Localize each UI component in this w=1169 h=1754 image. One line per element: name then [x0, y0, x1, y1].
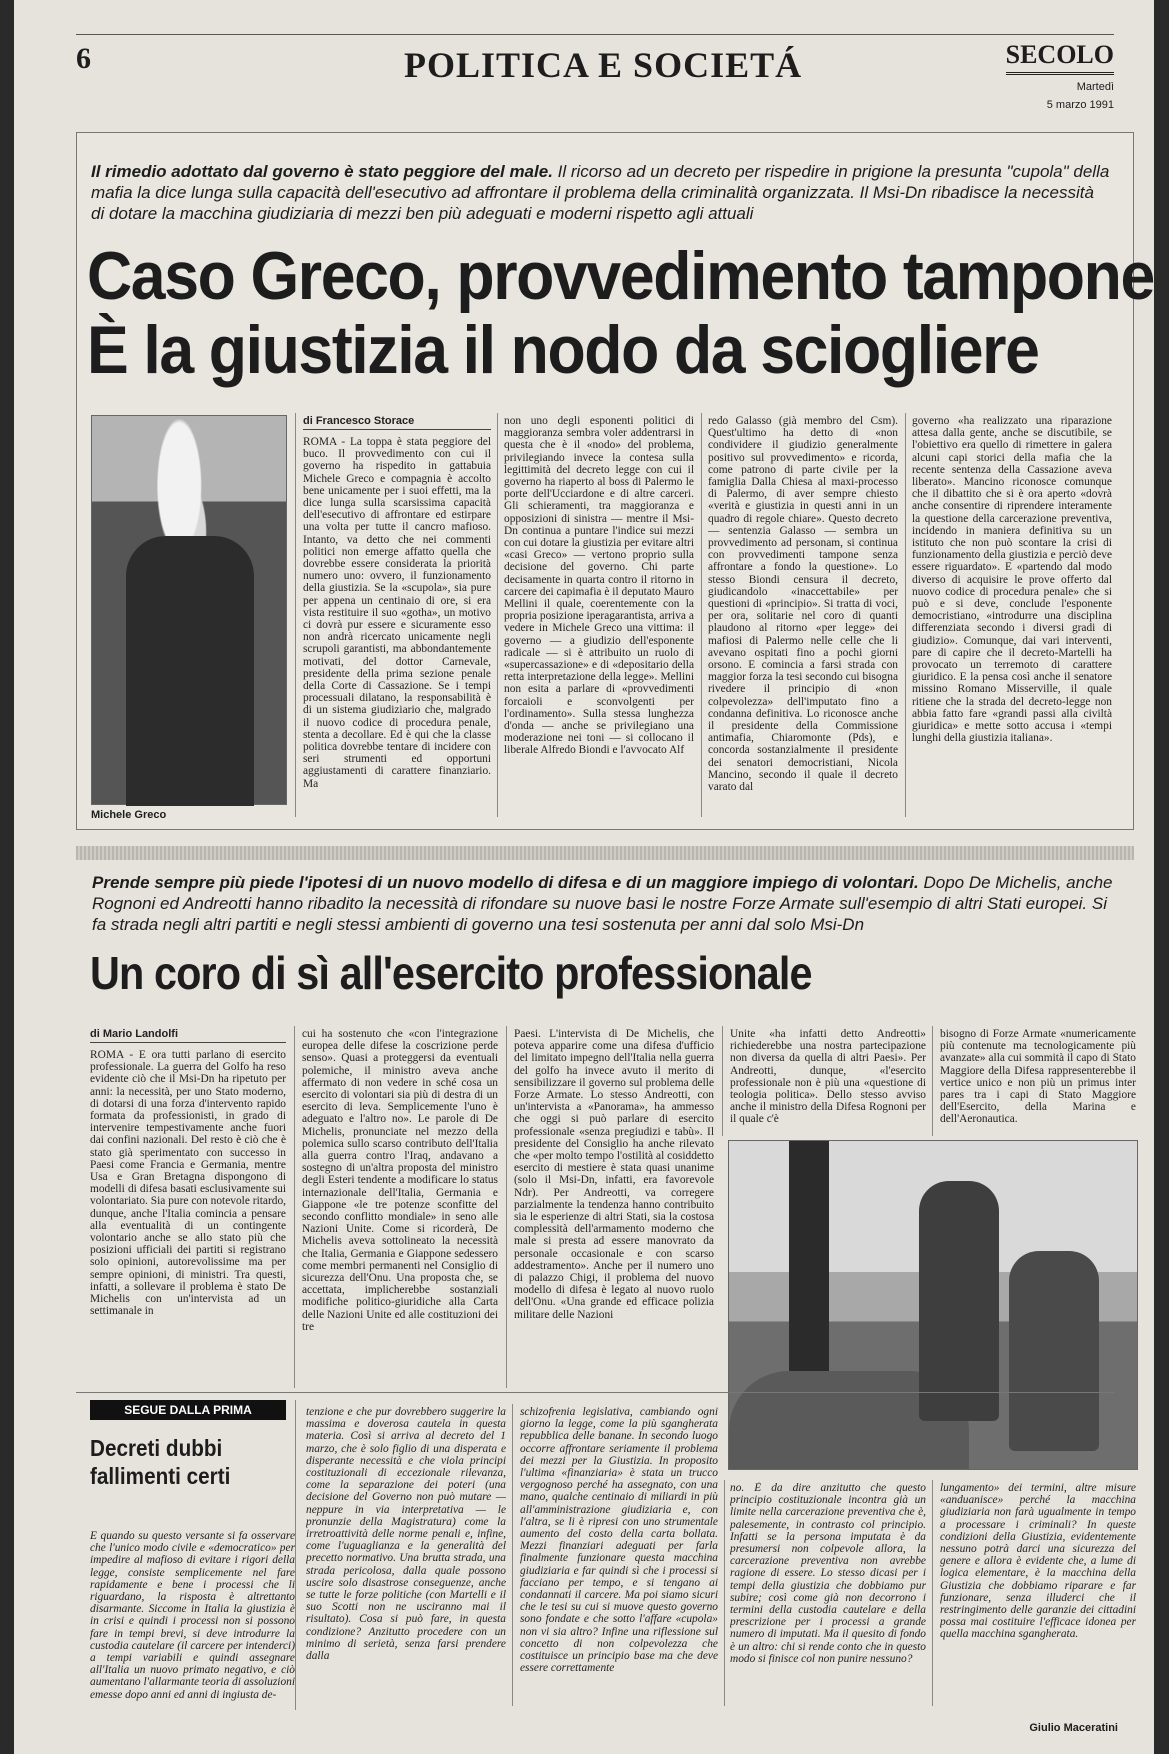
- article-column: governo «ha realizzato una riparazione attesa dalla gente, anche se discutibile, se l'obiettivo era quello di rimettere in galera alcuni capi storici della mafia che la recente sentenza della Cassazione aveva liberato». Mancino riconosce comunque che il dibattito che si è ora aperto «dovrà anche consentire di riprendere interamente la questione della carcerazione preventiva, incidendo in maniera definitiva su un istituto che non può scontare la crisi di funzionamento della giustizia e perciò deve essere riguardato». E «partendo dal modo diverso di acquisire le prove offerto dal nuovo codice di procedura penale» che si può e si deve, conclude l'esponente democristiano, «introdurre una disciplina differenziata secondo i diversi gradi di giudizio». Comunque, dai vari interventi, pare di capire che il decreto-Martelli ha provocato un terremoto di carattere giuridico. E la pensa così anche il senatore missino Romano Misserville, il quale ritiene che la strada del decreto-legge non abbia fatto fare «grandi passi alla civiltà giuridica» e mette sotto accusa i «tempi lunghi della giustizia italiana».: [912, 415, 1112, 745]
- newspaper-logo: [1006, 40, 1114, 111]
- newspaper-page: [14, 0, 1154, 1754]
- article-greco: [76, 132, 1154, 830]
- kicker-text: Il ricorso ad un decreto per rispedire in prigione la presunta "cupola" della mafia la dice lunga sulla capacità dell'esecutivo ad affrontare il problema della criminalità organizzata. Il Msi-Dn ribadisce la necessità di dotare la macchina giudiziaria di mezzi ben più adeguati e moderni rispetto agli attuali: [91, 162, 1110, 223]
- article-column: cui ha sostenuto che «con l'integrazione europea delle difese la coscrizione perde senso». Quasi a proteggersi da eventuali polemiche, il ministro aveva anche affermato di non vedere in sché cosa un esercito di volontari sia più di destra di un esercito di leva. Semplicemente l'uno è adeguato e l'altro no». Le parole di De Michelis, pronunciate nel mezzo della polemica sullo scarso contributo dell'Italia alla guerra contro l'Iraq, andavano a sostegno di un'altra proposta del ministro degli Esteri tendente a modificare lo status internazionale dell'Italia, Germania e Giappone «le tre potenze sconfitte del secondo conflitto mondiale» in seno alle Nazioni Unite. Come si ricorderà, De Michelis aveva sottolineato la necessità che Italia, Germania e Giappone sedessero come membri permanenti nel Consiglio di sicurezza dell'Onu. Una proposta che, se accettata, implicherebbe sostanziali modifiche politico-giuridiche alla Carta delle Nazioni Unite ed alle costituzioni dei tre: [302, 1028, 498, 1333]
- byline: di Francesco Storace: [303, 415, 491, 430]
- article-kicker: [92, 872, 1122, 935]
- segue-tag: SEGUE DALLA PRIMA: [90, 1400, 286, 1420]
- photo-caption: Michele Greco: [91, 809, 167, 821]
- segue-box: [90, 1400, 296, 1710]
- issue-date: 5 marzo 1991: [1046, 99, 1114, 111]
- article-kicker: [91, 161, 1111, 224]
- byline: di Mario Landolfi: [90, 1028, 286, 1043]
- article-headline: [87, 239, 1154, 387]
- kicker-bold: Il rimedio adottato dal governo è stato peggiore del male.: [91, 162, 553, 181]
- kicker-text: Dopo De Michelis, anche Rognoni ed Andreotti hanno ribadito la necessità di rifondare su nuove basi le nostre Forze Armate sull'esempio di altri Stati europei. Si fa strada negli altri partiti e negli stessi ambienti di governo una tesi sostenuta per anni dal solo Msi-Dn: [92, 873, 1113, 934]
- page-number: 6: [76, 42, 91, 75]
- article-column: redo Galasso (già membro del Csm). Quest'ultimo ha detto di «non condividere il giudizio generalmente positivo sul provvedimento» e ricorda, come patrono di parte civile per la famiglia Dalla Chiesa al maxi-processo di Palermo, di aver sempre chiesto «verità e giustizia in questi anni in un quadro di regole chiare». Questo decreto — sentenzia Galasso — sembra un provvedimento ad personam, si continua con provvedimenti tampone senza affrontare a fondo la questione». Lo stesso Biondi censura il decreto, giudicandolo «inaccettabile» per questioni di «principio». Si tratta di voci, per ora, solitarie nel coro di quanti plaudono al ritorno «per legge» dei mafiosi di Palermo nelle celle che li avevano ospitati fino a pochi giorni orsono. E comincia a farsi strada con maggior forza la tesi secondo cui bisogna rivedere il principio di «non colpevolezza» dell'imputato fino a condanna definitiva. Lo riconosce anche il presidente della Commissione antimafia, Chiaromonte (Pds), e concorda sostanzialmente il presidente dei senatori democristiani, Nicola Mancino, secondo il quale il decreto varato dal: [708, 415, 898, 794]
- article-column: non uno degli esponenti politici di maggioranza sembra voler addentrarsi in questa che è il «nodo» del problema, privilegiando invece la contesa sulla legittimità del decreto legge con cui il governo ha riaperto al boss di Palermo le porte dell'Ucciardone e di altre carceri. Gli schieramenti, tra maggioranza e opposizioni di sinistra — mentre il Msi-Dn continua a puntare l'indice sui mezzi con cui dotare la giustizia per evitare altri «casi Greco» — vertono proprio sulla decisione del governo. Chi parte decisamente in quarta contro il ritorno in carcere dei capimafia è il deputato Mauro Mellini il quale, coerentemente con la propria posizione iperagarantista, arriva a vedere in Michele Greco una vittima: il governo — a giudizio dell'esponente radicale — si è attribuito un ruolo di «supercassazione» e di «depositario della retta interpretazione della legge». Mellini non esita a parlare di «provvedimenti forcaioli e sconvolgenti per l'ordinamento». Sulla stessa lunghezza d'onda — anche se privilegiano una moderazione nei toni — si collocano il liberale Alfredo Biondi e l'avvocato Alf: [504, 415, 694, 757]
- soldiers-photo: [728, 1140, 1138, 1470]
- headline-line-1: Caso Greco, provvedimento tampone: [87, 238, 1154, 314]
- kicker-bold: Prende sempre più piede l'ipotesi di un nuovo modello di difesa e di un maggiore impiego di volontari.: [92, 873, 919, 892]
- segue-headline-line-2: fallimenti certi: [90, 1463, 231, 1489]
- article-column: [90, 1028, 286, 1390]
- column-text: ROMA - La toppa è stata peggiore del buco. Il provvedimento con cui il governo ha rispedito in gattabuia Michele Greco e compagnia è accolto bene unicamente per i suoi effetti, ma la dice lunga sulla scarsissima capacità dell'esecutivo di affrontare ed estirpare una volta per tutte il cancro mafioso. Intanto, va detto che nei commenti politici non emerge affatto quella che dovrebbe essere considerata la priorità numero uno: ovvero, il funzionamento della giustizia. Se la «scupola», sia pure per appena un centinaio di ore, si era vista restituire il suo «gotha», un motivo ci dovrà pur essere e sicuramente esso non andrà ricercato unicamente negli scrupoli garantisti, ma abbondantemente motivati, del dottor Carnevale, presidente della prima sezione penale della Corte di Cassazione. Se i tempi processuali dilatano, la responsabilità è di un sistema giudiziario che, malgrado il nuovo codice di procedura penale, stenta a decollare. Ed è qui che la classe politica dovrebbe tentare di incidere con seri strumenti ed opportuni aggiustamenti di carattere finanziario. Ma: [303, 436, 491, 790]
- article-column: Unite «ha infatti detto Andreotti» richiederebbe una nostra partecipazione non diversa da quella di altri Paesi». Per Andreotti, dunque, «l'esercito professionale non è più una «questione di teologia politica». Dello stesso avviso anche il ministro della Difesa Rognoni per il quale c'è: [730, 1028, 926, 1126]
- article-column: [303, 415, 491, 817]
- segue-column: lungamento» dei termini, altre misure «anduanisce» perché la macchina giudiziaria non farà ugualmente in tempo a processare i criminali? In queste condizioni della Giustizia, evidentemente nessuno potrà darci una sicurezza del genere e allora è evidente che, a lume di logica elementare, è la macchina della Giustizia che dobbiamo riparare e far funzionare, senza illuderci che il restringimento delle garanzie dei cittadini possa mai costituire l'efficace idonea per quella macchina sgangherata.: [940, 1482, 1136, 1641]
- segue-column: tenzione e che pur dovrebbero suggerire la massima e doverosa cautela in questa materia. Così si arriva al decreto del 1 marzo, che è solo figlio di una disperata e disperante necessità e che viola principi costituzionali di eccezionale rilevanza, come la separazione dei poteri (una decisione del Governo non può mutare — neppure in via interpretativa — le pronunzie della Magistratura) come la irretroattività delle norme penali e, infine, come l'uguaglianza e la generalità del precetto normativo. Una brutta strada, una strada pericolosa, dalla quale possono uscire solo disastrose conseguenze, anche se tutte le forze politiche (con Martelli e il suo Scotti non ne usciranno mai il risultato). Cosa si può fare, in questa condizione? Anzitutto procedere con un minimo di serietà, senza farsi prendere dalla: [306, 1406, 506, 1663]
- greco-photo: [91, 415, 287, 805]
- article-headline: Un coro di sì all'esercito professionale: [90, 947, 812, 999]
- article-column: Paesi. L'intervista di De Michelis, che poteva apparire come una difesa d'ufficio del limitato impegno dell'Italia nella guerra del golfo ha invece avuto il merito di sensibilizzare il governo sul problema delle Forze Armate. Lo stesso Andreotti, con un'intervista a «Panorama», ha ammesso che oggi si può parlare di esercito professionale «senza pregiudizi e tabù». Il presidente del Consiglio ha anche rilevato che «per molto tempo l'ostilità al cosiddetto esercito di mestiere è stata quasi unanime (solo il Msi-Dn, infatti, era favorevole Ndr). Per Andreotti, va corregere parzialmente la tendenza hanno contribuito sia le esperienze di altri Stati, sia la costosa complessità dell'armamento moderno che male si presta ad essere manovrato da personale occasionale e con scarso addestramento». Anche per il numero uno di palazzo Chigi, il problema del nuovo modello di difesa è legato al nuovo ruolo dell'Onu. «Una grande ed efficace polizia militare delle Nazioni: [514, 1028, 714, 1321]
- signature: Giulio Maceratini: [1029, 1722, 1118, 1734]
- segue-column: E quando su questo versante si fa osservare che l'unico modo civile e «democratico» per impedire al mafioso di evitare i rigori della legge, consiste semplicemente nel fare rapidamente e bene i processi che li riguardano, la risposta è altrettanto disarmante. Siccome in Italia la giustizia è in crisi e quindi i processi non si possono fare in tempi brevi, si deve introdurre la custodia cautelare (il carcere per intenderci) a tempi variabili e quindi assegnare all'Italia un nuovo primato negativo, e ciò aumentano l'allarmante teoria di assoluzioni emesse dopo anni ed anni di ingiusta de-: [90, 1530, 295, 1701]
- segue-column: schizofrenia legislativa, cambiando ogni giorno la legge, come la più sgangherata repubblica delle banane. In secondo luogo occorre affrontare seriamente il problema dei mezzi per la Giustizia. In proposito l'ultima «finanziaria» è stata un trucco vergognoso perché ha assegnato, con una mano, qualche centinaio di miliardi in più all'amministrazione giudiziaria e, con l'altra, se li è ripresi con uno strumentale aumento del costo della carta bollata. Mezzi finanziari adeguati per farla finalmente funzionare questa macchina giudiziaria e far quindi sì che i processi si facciano per tempo, e si tengano ai condannati il carcere. Ma poi siamo sicuri che le tesi su cui si muove questo governo sono fondate e che sotto l'affare «cupola» non vi sia altro? Infine una riflessione sul concetto di non colpevolezza che costituisce un principio base ma che deve essere correttamente: [520, 1406, 718, 1675]
- issue-day: Martedì: [1076, 81, 1114, 93]
- section-title: POLITICA E SOCIETÁ: [404, 45, 803, 85]
- top-rule: [76, 34, 1114, 35]
- section-divider: [76, 846, 1134, 860]
- segue-headline-line-1: Decreti dubbi: [90, 1435, 223, 1461]
- segue-headline: [90, 1434, 275, 1490]
- headline-line-2: È la giustizia il nodo da sciogliere: [87, 312, 1039, 388]
- logo-name: SECOLO: [1006, 40, 1114, 75]
- article-column: bisogno di Forze Armate «numericamente più contenute ma tecnologicamente più avanzate» alla cui sommità il capo di Stato Maggiore della Difesa rappresenterebbe il vertice unico e non più un primus inter pares tra i capi di Stato Maggiore dell'Esercito, della Marina e dell'Aeronautica.: [940, 1028, 1136, 1126]
- column-text: ROMA - E ora tutti parlano di esercito professionale. La guerra del Golfo ha reso evidente ciò che il Msi-Dn ha ripetuto per anni: la necessità, per uno Stato moderno, di dotarsi di una forza d'intervento rapido formata da professionisti, in grado di intervenire tempestivamente anche fuori dai confini nazionali. Del resto è ciò che è stato già sperimentato con successo in Paesi come Francia e Germania, mentre Usa e Gran Bretagna dispongono di modelli di difesa basati esclusivamente sui volontariato. Sia pure con notevole ritardo, dunque, anche l'Italia comincia a pensare alla eventualità di un contingente volontario anche se allo stato più che posizioni ufficiali dei partiti si registrano solo opinioni, autorevolissime ma per sempre opinioni, di ministri. Tra questi, infatti, a sollevare il problema è stato De Michelis con un'intervista ad un settimanale in: [90, 1049, 286, 1318]
- segue-column: no. È da dire anzitutto che questo principio costituzionale incontra già un limite nella carcerazione preventiva che è, palesemente, in contrasto col principio. Infatti se la persona imputata è da presumersi non colpevole allora, la carcerazione preventiva non avrebbe ragione di essere. Lo stesso dicasi per i tempi della giustizia che dobbiamo pur subire; così come già non decorrono i termini della custodia cautelare e della prescrizione per i processi a grande numero di imputati. Ma il quesito di fondo è un altro: chi si rende conto che in questo modo si finisce col non punire nessuno?: [730, 1482, 926, 1665]
